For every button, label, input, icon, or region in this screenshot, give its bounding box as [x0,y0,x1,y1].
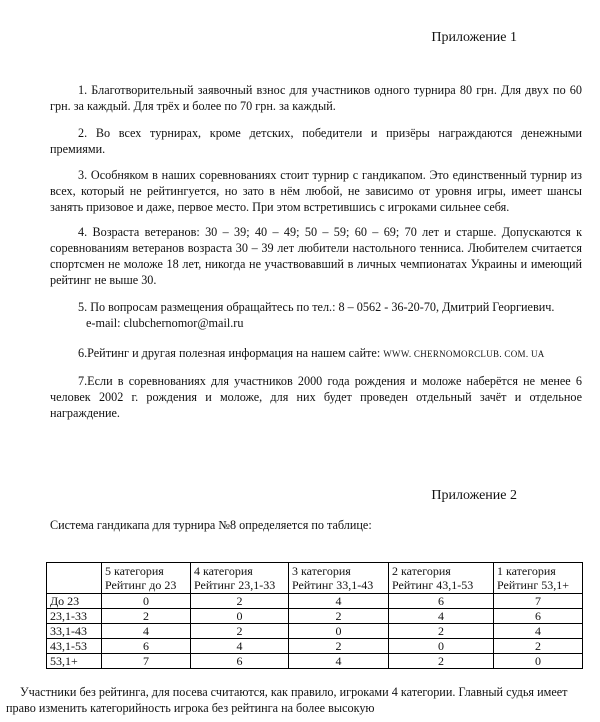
paragraph-2-text: 2. Во всех турнирах, кроме детских, победители и призёры награждаются денежными премиями. [50,126,582,156]
table-cell: 0 [289,624,389,639]
table-row [47,609,583,624]
corner-cell [47,563,102,594]
paragraph-4 [50,224,582,288]
contact-email: e-mail: clubchernomor@mail.ru [86,316,244,330]
paragraph-7-text: 7.Если в соревнованиях для участников 2000 года рождения и моложе наберётся не менее 6 человек 2002 г. рождения и моложе, для них будет проведен отдельный зачёт и отдельное награждение. [50,374,582,420]
table-cell: 4 [191,639,289,654]
table-cell: 7 [102,654,191,669]
table-cell: 6 [191,654,289,669]
paragraph-4-text: 4. Возраста ветеранов: 30 – 39; 40 – 49; 50 – 59; 60 – 69; 70 лет и старше. Допускаются к соревнованиям ветеранов возраста 30 – 39 лет любители настольного тенниса. Любителем считается спортсмен не моложе 18 лет, никогда не участвовавший в личных чемпионатах Украины и имеющий рейтинг не выше 30. [50,225,582,287]
table-cell: 2 [191,624,289,639]
paragraph-6 [50,345,582,362]
header-cell: 2 категория Рейтинг 43,1-53 [389,563,494,594]
table-row [47,594,583,609]
row-label: До 23 [47,594,102,609]
paragraph-3-text: 3. Особняком в наших соревнованиях стоит турнир с гандикапом. Это единственный турнир из всех, который не рейтингуется, но зато в нём любой, не зависимо от уровня игры, имеет шансы занять призовое и даже, первое место. При этом встретившись с игроками сильнее себя. [50,168,582,214]
header-cell: 5 категория Рейтинг до 23 [102,563,191,594]
footer-note [6,684,586,716]
table-cell: 7 [494,594,583,609]
table-cell: 2 [102,609,191,624]
table-cell: 2 [289,639,389,654]
appendix-2-title: Приложение 2 [431,488,517,503]
table-cell: 6 [494,609,583,624]
handicap-table [46,562,583,669]
table-cell: 4 [389,609,494,624]
table-cell: 4 [289,654,389,669]
paragraph-2 [50,125,582,157]
table-cell: 6 [389,594,494,609]
paragraph-7 [50,373,582,421]
appendix-1-title: Приложение 1 [431,30,517,45]
table-cell: 2 [494,639,583,654]
paragraph-1 [50,82,582,114]
row-label: 23,1-33 [47,609,102,624]
paragraph-1-text: 1. Благотворительный заявочный взнос для участников одного турнира 80 грн. Для двух по 60 грн. за каждый. Для трёх и более по 70 грн. за каждый. [50,83,582,113]
row-label: 43,1-53 [47,639,102,654]
table-cell: 6 [102,639,191,654]
table-row [47,654,583,669]
paragraph-5 [50,299,582,331]
footer-note-text: Участники без рейтинга, для посева считаются, как правило, игроками 4 категории. Главный судья имеет право изменить категорийность игрока без рейтинга на более высокую [6,685,568,715]
table-cell: 0 [191,609,289,624]
table-intro: Система гандикапа для турнира №8 определяется по таблице: [50,518,372,532]
paragraph-5-text: 5. По вопросам размещения обращайтесь по тел.: 8 – 0562 - 36-20-70, Дмитрий Георгиевич. [78,300,555,314]
table-cell: 4 [102,624,191,639]
table-cell: 2 [191,594,289,609]
website-link[interactable]: WWW. CHERNOMORCLUB. COM. UA [383,349,545,359]
header-cell: 3 категория Рейтинг 33,1-43 [289,563,389,594]
table-cell: 4 [289,594,389,609]
table-header-row [47,563,583,594]
table-cell: 0 [494,654,583,669]
table-row [47,639,583,654]
paragraph-3 [50,167,582,215]
table-cell: 2 [389,624,494,639]
table-row [47,624,583,639]
table-cell: 4 [494,624,583,639]
table-cell: 2 [389,654,494,669]
table-cell: 0 [389,639,494,654]
row-label: 53,1+ [47,654,102,669]
row-label: 33,1-43 [47,624,102,639]
paragraph-6-text: 6.Рейтинг и другая полезная информация на нашем сайте: [78,346,381,360]
table-cell: 2 [289,609,389,624]
header-cell: 4 категория Рейтинг 23,1-33 [191,563,289,594]
header-cell: 1 категория Рейтинг 53,1+ [494,563,583,594]
table-cell: 0 [102,594,191,609]
